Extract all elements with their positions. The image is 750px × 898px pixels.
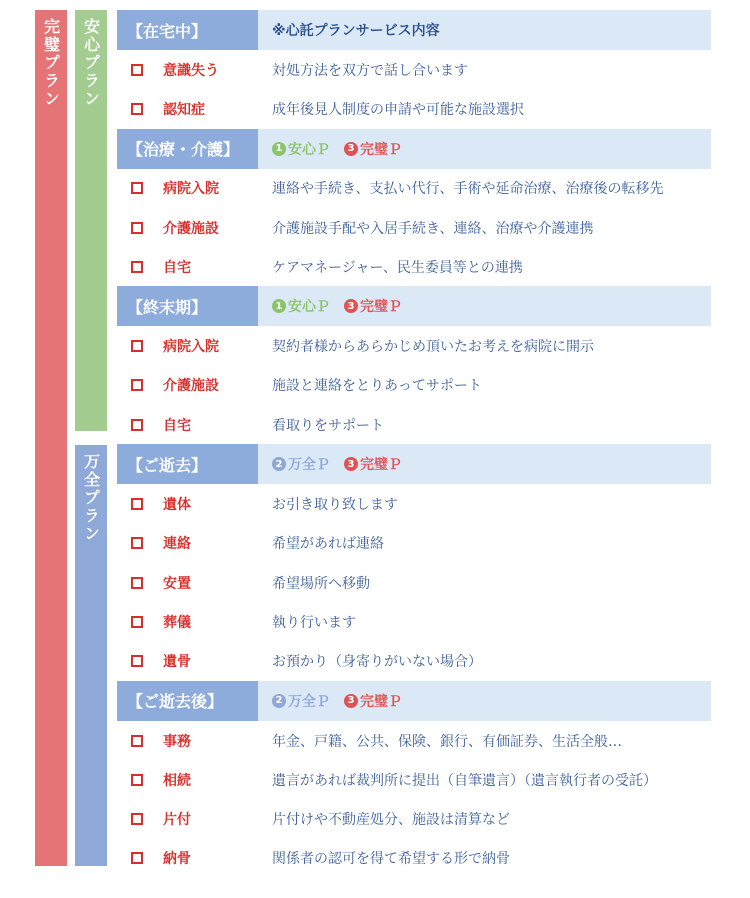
- plan-badge: [344, 296, 402, 316]
- item-checkbox[interactable]: [131, 774, 143, 786]
- item-label: 遺骨: [163, 654, 191, 671]
- item-description: 看取りをサポート: [272, 417, 384, 434]
- service-item-row: [117, 208, 711, 247]
- item-checkbox[interactable]: [131, 340, 143, 352]
- badge-text: 完璧Ｐ: [360, 299, 402, 316]
- item-description: 執り行います: [272, 614, 356, 631]
- badge-text: 安心Ｐ: [288, 141, 330, 158]
- section-header: [117, 10, 711, 50]
- badge-number-icon: 3: [344, 457, 358, 471]
- item-label: 安置: [163, 575, 191, 592]
- service-item-row: [117, 602, 711, 641]
- plan-bar-manzen: [75, 445, 107, 866]
- item-checkbox[interactable]: [131, 616, 143, 628]
- section-label: 【ご逝去後】: [117, 681, 258, 721]
- service-item-row: [117, 721, 711, 760]
- plan-bar-kanpeki-label: 完璧プラン: [41, 18, 61, 108]
- service-item-row: [117, 405, 711, 444]
- badge-number-icon: 2: [272, 694, 286, 708]
- badge-text: 完璧Ｐ: [360, 693, 402, 710]
- plan-bar-kanpeki: [35, 10, 67, 866]
- badge-number-icon: 2: [272, 457, 286, 471]
- item-label: 事務: [163, 733, 191, 750]
- item-description: 片付けや不動産処分、施設は清算など: [272, 812, 510, 829]
- section-header: [117, 681, 711, 721]
- item-label: 病院入院: [163, 181, 219, 198]
- item-description: 施設と連絡をとりあってサポート: [272, 378, 482, 395]
- item-label: 介護施設: [163, 220, 219, 237]
- item-checkbox[interactable]: [131, 64, 143, 76]
- item-description: 年金、戸籍、公共、保険、銀行、有価証券、生活全般…: [272, 733, 622, 750]
- item-checkbox[interactable]: [131, 852, 143, 864]
- item-checkbox[interactable]: [131, 182, 143, 194]
- badge-text: 安心Ｐ: [288, 299, 330, 316]
- plan-bar-anshin-label: 安心プラン: [81, 18, 101, 108]
- item-description: 希望があれば連絡: [272, 536, 384, 553]
- section-header: [117, 444, 711, 484]
- service-item-row: [117, 50, 711, 89]
- item-checkbox[interactable]: [131, 261, 143, 273]
- service-item-row: [117, 563, 711, 602]
- section-label: 【終末期】: [117, 286, 258, 326]
- badge-text: 完璧Ｐ: [360, 457, 402, 474]
- item-description: 希望場所へ移動: [272, 575, 370, 592]
- badge-number-icon: 3: [344, 299, 358, 313]
- badge-number-icon: 3: [344, 142, 358, 156]
- item-checkbox[interactable]: [131, 537, 143, 549]
- item-description: 成年後見人制度の申請や可能な施設選択: [272, 101, 524, 118]
- service-item-row: [117, 366, 711, 405]
- service-item-row: [117, 89, 711, 128]
- item-description: 対処方法を双方で話し合います: [272, 62, 468, 79]
- section-label: 【在宅中】: [117, 10, 258, 50]
- item-description: 契約者様からあらかじめ頂いたお考えを病院に開示: [272, 339, 594, 356]
- badge-number-icon: 1: [272, 299, 286, 313]
- item-label: 片付: [163, 812, 191, 829]
- item-label: 意識失う: [163, 62, 219, 79]
- item-checkbox[interactable]: [131, 735, 143, 747]
- item-label: 認知症: [163, 101, 205, 118]
- service-item-row: [117, 839, 711, 878]
- item-description: お引き取り致します: [272, 497, 398, 514]
- plan-bar-manzen-label: 万全プラン: [81, 453, 101, 543]
- item-description: ケアマネージャー、民生委員等との連携: [272, 259, 523, 276]
- plan-badge: [344, 691, 402, 711]
- service-item-row: [117, 799, 711, 838]
- service-item-row: [117, 169, 711, 208]
- item-checkbox[interactable]: [131, 655, 143, 667]
- section-header: [117, 129, 711, 169]
- item-checkbox[interactable]: [131, 419, 143, 431]
- item-checkbox[interactable]: [131, 379, 143, 391]
- service-item-row: [117, 642, 711, 681]
- item-label: 介護施設: [163, 378, 219, 395]
- item-checkbox[interactable]: [131, 103, 143, 115]
- service-item-row: [117, 247, 711, 286]
- section-header-text: ※心託プランサービス内容: [272, 23, 440, 39]
- badge-text: 万全Ｐ: [288, 457, 330, 474]
- item-label: 病院入院: [163, 339, 219, 356]
- item-checkbox[interactable]: [131, 498, 143, 510]
- plan-badge: [272, 296, 330, 316]
- badge-number-icon: 3: [344, 694, 358, 708]
- plan-bar-anshin: [75, 10, 107, 431]
- item-checkbox[interactable]: [131, 813, 143, 825]
- item-label: 葬儀: [163, 614, 191, 631]
- plan-badge: [272, 454, 330, 474]
- item-label: 連絡: [163, 536, 191, 553]
- service-item-row: [117, 484, 711, 523]
- service-item-row: [117, 326, 711, 365]
- item-label: 遺体: [163, 497, 191, 514]
- plan-badge: [344, 454, 402, 474]
- section-header: [117, 286, 711, 326]
- item-checkbox[interactable]: [131, 577, 143, 589]
- item-description: お預かり（身寄りがいない場合）: [272, 654, 482, 671]
- item-label: 自宅: [163, 417, 191, 434]
- item-checkbox[interactable]: [131, 222, 143, 234]
- badge-number-icon: 1: [272, 142, 286, 156]
- plan-badge: [272, 691, 330, 711]
- item-label: 自宅: [163, 259, 191, 276]
- service-table: [117, 10, 711, 878]
- item-label: 相続: [163, 772, 191, 789]
- item-description: 介護施設手配や入居手続き、連絡、治療や介護連携: [272, 220, 594, 237]
- service-item-row: [117, 524, 711, 563]
- plan-badge: [272, 139, 330, 159]
- section-label: 【ご逝去】: [117, 444, 258, 484]
- item-label: 納骨: [163, 851, 191, 868]
- badge-text: 万全Ｐ: [288, 693, 330, 710]
- section-label: 【治療・介護】: [117, 129, 258, 169]
- item-description: 関係者の認可を得て希望する形で納骨: [272, 851, 510, 868]
- service-item-row: [117, 760, 711, 799]
- item-description: 連絡や手続き、支払い代行、手術や延命治療、治療後の転移先: [272, 181, 664, 198]
- plan-badge: [344, 139, 402, 159]
- badge-text: 完璧Ｐ: [360, 141, 402, 158]
- item-description: 遺言があれば裁判所に提出（自筆遺言）（遺言執行者の受託）: [272, 772, 657, 789]
